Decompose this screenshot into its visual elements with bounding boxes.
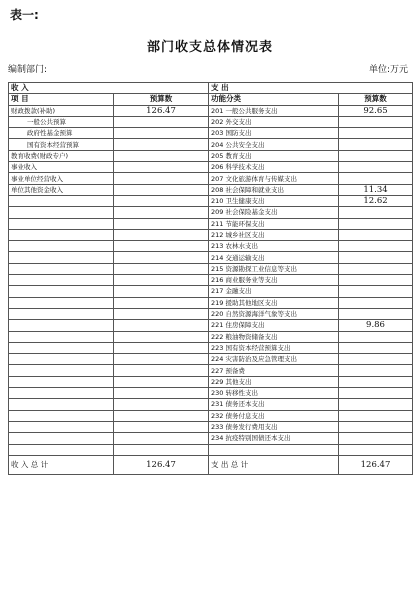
expense-value-cell: [339, 365, 413, 376]
budget-header-right: 预算数: [339, 94, 413, 105]
income-item-cell: [9, 388, 114, 399]
income-value-cell: [114, 286, 209, 297]
income-value-cell: [114, 195, 209, 206]
expense-item-cell: 208 社会保障和就业支出: [209, 184, 339, 195]
income-item-cell: [9, 241, 114, 252]
income-item-cell: [9, 421, 114, 432]
expense-item-cell: 232 债务付息支出: [209, 410, 339, 421]
table-label: 表一:: [10, 8, 39, 22]
income-item-cell: [9, 297, 114, 308]
table-row: [9, 320, 413, 331]
income-item-cell: [9, 275, 114, 286]
expense-item-cell: 202 外交支出: [209, 116, 339, 127]
expense-value-cell: [339, 263, 413, 274]
page-title: 部门收支总体情况表: [146, 40, 273, 55]
expense-item-cell: 211 节能环保支出: [209, 218, 339, 229]
table-row: [9, 218, 413, 229]
table-row: [9, 195, 413, 206]
income-item-cell: [9, 286, 114, 297]
expense-value-cell: [339, 150, 413, 161]
table-row: [9, 388, 413, 399]
expense-value-cell: [339, 128, 413, 139]
income-item-cell: [9, 195, 114, 206]
expense-value-cell: [339, 229, 413, 240]
income-item-cell: [9, 229, 114, 240]
income-value-cell: [114, 421, 209, 432]
expense-item-cell: 233 债务发行费用支出: [209, 421, 339, 432]
expense-value-cell: 12.62: [339, 195, 413, 206]
expense-item-cell: 219 援助其他地区支出: [209, 297, 339, 308]
department-label: 编制部门:: [8, 65, 48, 75]
expense-item-cell: 214 交通运输支出: [209, 252, 339, 263]
expense-value-cell: [339, 139, 413, 150]
expense-value-cell: [339, 218, 413, 229]
income-value-cell: [114, 162, 209, 173]
table-row: [9, 207, 413, 218]
income-value-cell: [114, 128, 209, 139]
income-value-cell: [114, 297, 209, 308]
table-row: [9, 173, 413, 184]
income-value-cell: [114, 410, 209, 421]
expense-item-cell: 216 商业服务业等支出: [209, 275, 339, 286]
table-row: [9, 399, 413, 410]
table-row: [9, 116, 413, 127]
income-total-label: 收 入 总 计: [9, 455, 114, 474]
income-item-cell: 财政拨款(补助): [9, 105, 114, 116]
income-value-cell: [114, 207, 209, 218]
expense-value-cell: [339, 388, 413, 399]
income-item-cell: [9, 365, 114, 376]
table-row: [9, 354, 413, 365]
item-header: 项 目: [9, 94, 114, 105]
table-row: [9, 421, 413, 432]
expense-item-cell: 227 预备费: [209, 365, 339, 376]
category-header: 功能分类: [209, 94, 339, 105]
total-row: [9, 455, 413, 474]
expense-value-cell: [339, 342, 413, 353]
expense-total-label: 支 出 总 计: [209, 455, 339, 474]
income-item-cell: 单位其他资金收入: [9, 184, 114, 195]
expense-item-cell: 207 文化旅游体育与传媒支出: [209, 173, 339, 184]
expense-total-value: 126.47: [339, 455, 413, 474]
expense-value-cell: [339, 162, 413, 173]
expense-value-cell: [339, 286, 413, 297]
income-item-cell: [9, 320, 114, 331]
table-row: [9, 241, 413, 252]
expense-value-cell: [339, 331, 413, 342]
income-value-cell: [114, 150, 209, 161]
table-row: [9, 308, 413, 319]
expense-value-cell: [339, 207, 413, 218]
expense-value-cell: 11.34: [339, 184, 413, 195]
expense-value-cell: [339, 410, 413, 421]
expense-value-cell: [339, 173, 413, 184]
income-item-cell: [9, 444, 114, 455]
income-value-cell: [114, 331, 209, 342]
income-item-cell: 事业收入: [9, 162, 114, 173]
expense-item-cell: 210 卫生健康支出: [209, 195, 339, 206]
table-row: [9, 286, 413, 297]
expense-value-cell: [339, 399, 413, 410]
income-value-cell: [114, 433, 209, 444]
table-row: [9, 184, 413, 195]
expense-value-cell: [339, 308, 413, 319]
table-row: [9, 297, 413, 308]
income-item-cell: 一般公共预算: [9, 116, 114, 127]
expense-value-cell: [339, 275, 413, 286]
table-row: [9, 128, 413, 139]
income-value-cell: [114, 354, 209, 365]
expense-value-cell: [339, 116, 413, 127]
income-item-cell: 政府性基金预算: [9, 128, 114, 139]
table-row: [9, 105, 413, 116]
income-value-cell: [114, 241, 209, 252]
expense-value-cell: [339, 376, 413, 387]
income-item-cell: [9, 399, 114, 410]
expense-item-cell: 234 抗疫特别国债还本支出: [209, 433, 339, 444]
table-row: [9, 162, 413, 173]
column-header-row: [9, 94, 413, 105]
income-item-cell: [9, 207, 114, 218]
income-item-cell: [9, 252, 114, 263]
expense-value-cell: [339, 433, 413, 444]
income-item-cell: [9, 263, 114, 274]
expense-value-cell: [339, 354, 413, 365]
income-value-cell: [114, 444, 209, 455]
table-row: [9, 229, 413, 240]
income-value-cell: [114, 365, 209, 376]
income-item-cell: 教育收费(财政专户): [9, 150, 114, 161]
expense-value-cell: [339, 421, 413, 432]
expense-value-cell: [339, 241, 413, 252]
table-row: [9, 342, 413, 353]
income-value-cell: [114, 218, 209, 229]
income-value-cell: [114, 252, 209, 263]
expense-item-cell: 212 城乡社区支出: [209, 229, 339, 240]
table-row: [9, 275, 413, 286]
income-value-cell: [114, 184, 209, 195]
expense-item-cell: 209 社会保险基金支出: [209, 207, 339, 218]
expense-item-cell: 213 农林水支出: [209, 241, 339, 252]
unit-label: 单位:万元: [368, 65, 408, 75]
section-header-row: [9, 83, 413, 94]
income-item-cell: 事业单位经营收入: [9, 173, 114, 184]
income-value-cell: [114, 173, 209, 184]
expense-item-cell: 205 教育支出: [209, 150, 339, 161]
expense-item-cell: 231 债务还本支出: [209, 399, 339, 410]
income-value-cell: [114, 139, 209, 150]
income-value-cell: 126.47: [114, 105, 209, 116]
budget-header-left: 预算数: [114, 94, 209, 105]
expense-item-cell: 215 资源勘探工业信息等支出: [209, 263, 339, 274]
income-value-cell: [114, 116, 209, 127]
income-value-cell: [114, 229, 209, 240]
expense-value-cell: [339, 297, 413, 308]
table-row: [9, 444, 413, 455]
table-row: [9, 365, 413, 376]
table-row: [9, 433, 413, 444]
table-row: [9, 376, 413, 387]
income-value-cell: [114, 399, 209, 410]
table-row: [9, 331, 413, 342]
income-item-cell: [9, 308, 114, 319]
table-row: [9, 410, 413, 421]
expense-value-cell: [339, 252, 413, 263]
expense-item-cell: [209, 444, 339, 455]
income-total-value: 126.47: [114, 455, 209, 474]
income-item-cell: [9, 354, 114, 365]
expense-item-cell: 222 粮油物资储备支出: [209, 331, 339, 342]
expense-value-cell: 92.65: [339, 105, 413, 116]
expense-value-cell: 9.86: [339, 320, 413, 331]
expense-item-cell: 201 一般公共服务支出: [209, 105, 339, 116]
income-value-cell: [114, 376, 209, 387]
income-item-cell: [9, 342, 114, 353]
table-row: [9, 150, 413, 161]
income-value-cell: [114, 263, 209, 274]
expense-item-cell: 221 住房保障支出: [209, 320, 339, 331]
expense-item-cell: 224 灾害防治及应急管理支出: [209, 354, 339, 365]
income-value-cell: [114, 275, 209, 286]
income-item-cell: [9, 410, 114, 421]
income-value-cell: [114, 320, 209, 331]
income-value-cell: [114, 308, 209, 319]
income-value-cell: [114, 342, 209, 353]
income-item-cell: [9, 331, 114, 342]
budget-table: [8, 82, 413, 475]
expense-item-cell: 217 金融支出: [209, 286, 339, 297]
expense-item-cell: 223 国有资本经营预算支出: [209, 342, 339, 353]
expense-item-cell: 229 其他支出: [209, 376, 339, 387]
table-row: [9, 252, 413, 263]
expense-value-cell: [339, 444, 413, 455]
income-value-cell: [114, 388, 209, 399]
table-row: [9, 139, 413, 150]
expense-item-cell: 203 国防支出: [209, 128, 339, 139]
expense-header: 支 出: [209, 83, 413, 94]
expense-item-cell: 204 公共安全支出: [209, 139, 339, 150]
expense-item-cell: 220 自然资源海洋气象等支出: [209, 308, 339, 319]
table-row: [9, 263, 413, 274]
income-item-cell: [9, 433, 114, 444]
income-item-cell: [9, 376, 114, 387]
expense-item-cell: 230 转移性支出: [209, 388, 339, 399]
income-item-cell: [9, 218, 114, 229]
income-header: 收 入: [9, 83, 209, 94]
income-item-cell: 国有资本经营预算: [9, 139, 114, 150]
expense-item-cell: 206 科学技术支出: [209, 162, 339, 173]
